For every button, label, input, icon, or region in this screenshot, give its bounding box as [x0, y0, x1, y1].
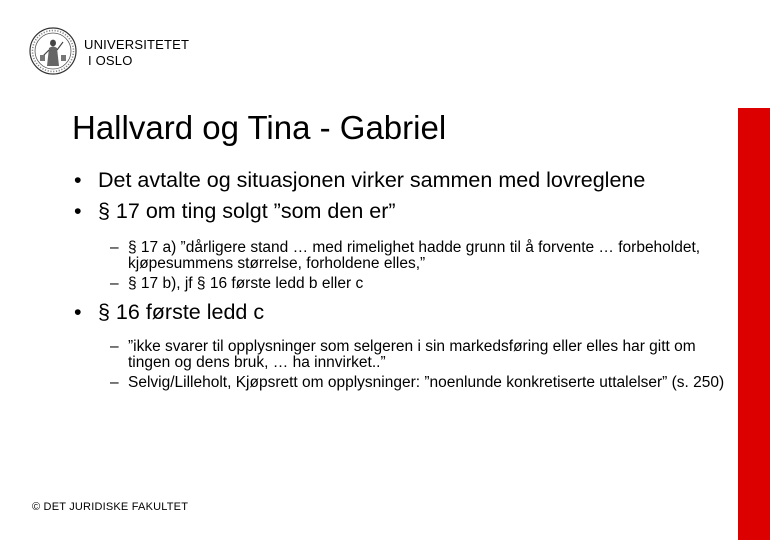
slide-content	[72, 170, 732, 395]
bullet-3	[72, 302, 732, 323]
bullet-2-text: § 17 om ting solgt ”som den er”	[98, 199, 396, 223]
bullet-dot-icon: •	[74, 199, 82, 223]
bullet-3-text: § 16 første ledd c	[98, 300, 265, 324]
sub-bullet-3-1-text: ”ikke svarer til opplysninger som selgeren i sin markedsføring eller elles har gitt om tingen og dens bruk, … ha innvirket..”	[128, 338, 696, 371]
university-name-line1: UNIVERSITETET	[84, 37, 190, 52]
accent-bar	[738, 108, 770, 540]
bullet-1	[72, 170, 732, 191]
sub-bullet-2-1-text: § 17 a) ”dårligere stand … med rimelighet hadde grunn til å forvente … forbeholdet, kjøpesummens størrelse, forholdene elles,”	[128, 239, 701, 272]
bullet-dot-icon: •	[74, 300, 82, 324]
sub-bullet-2-2-text: § 17 b), jf § 16 første ledd b eller c	[128, 275, 364, 292]
slide-title: Hallvard og Tina - Gabriel	[72, 109, 447, 146]
sub-bullet-3-1	[72, 339, 732, 371]
sub-bullet-3-2	[72, 375, 732, 391]
university-name-line2: I OSLO	[88, 53, 133, 68]
university-name	[84, 37, 189, 69]
sub-bullet-3-2-text: Selvig/Lilleholt, Kjøpsrett om opplysninger: ”noenlunde konkretiserte uttalelser” (s. 250)	[128, 374, 725, 391]
sub-bullet-2-1	[72, 240, 732, 272]
university-seal-icon	[28, 22, 78, 80]
sub-bullet-2-2	[72, 276, 732, 292]
dash-icon: –	[110, 239, 119, 256]
footer-copyright: © DET JURIDISKE FAKULTET	[32, 501, 189, 513]
bullet-2	[72, 201, 732, 222]
dash-icon: –	[110, 338, 119, 355]
bullet-1-text: Det avtalte og situasjonen virker sammen med lovreglene	[98, 168, 646, 192]
bullet-dot-icon: •	[74, 168, 82, 192]
dash-icon: –	[110, 374, 119, 391]
dash-icon: –	[110, 275, 119, 292]
